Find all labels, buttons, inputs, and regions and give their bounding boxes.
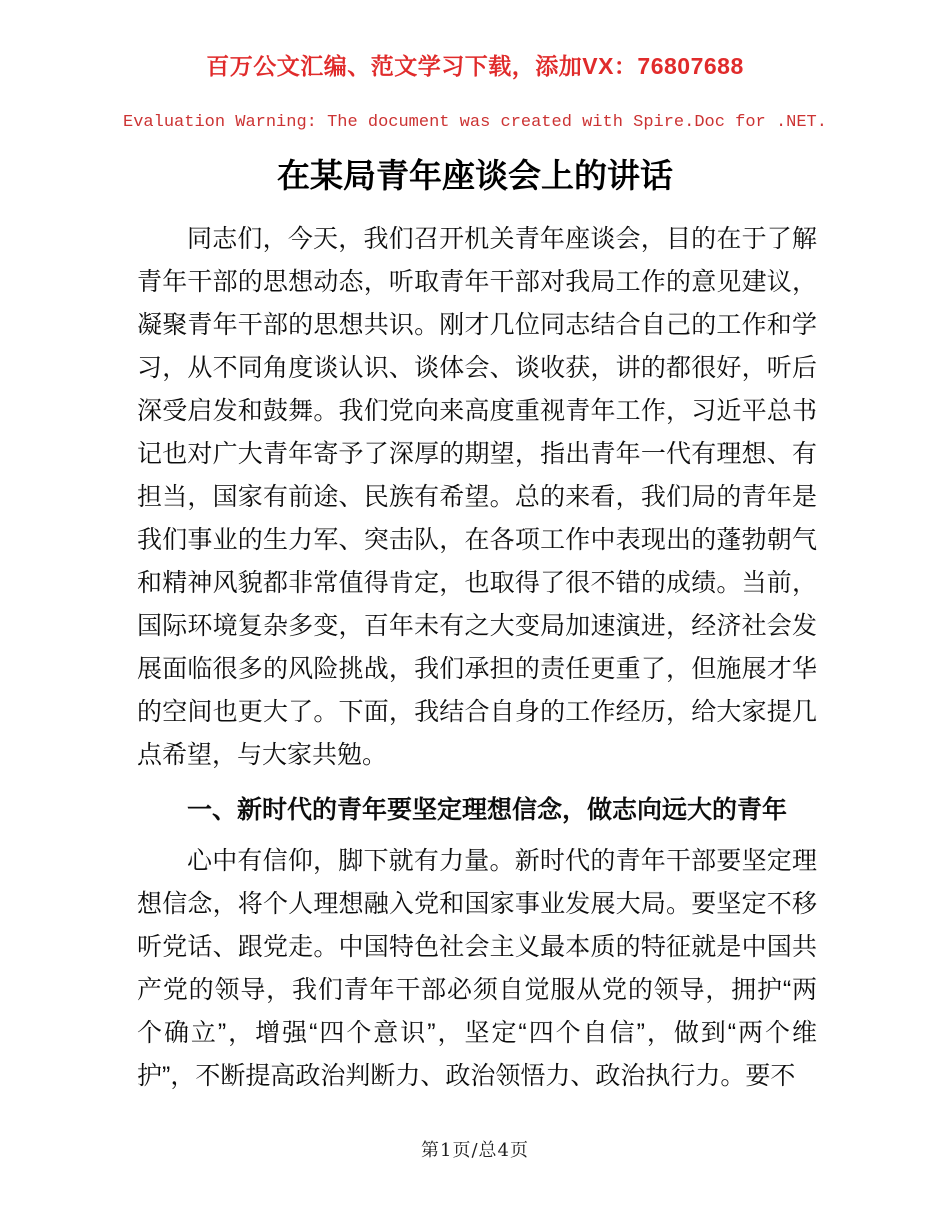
document-body <box>137 218 817 1098</box>
promo-banner: 百万公文汇编、范文学习下载，添加VX：76807688 <box>206 53 744 79</box>
evaluation-warning: Evaluation Warning: The document was created with Spire.Doc for .NET. <box>123 113 827 132</box>
paragraph-section-1: 心中有信仰，脚下就有力量。新时代的青年干部要坚定理想信念，将个人理想融入党和国家事业发展大局。要坚定不移听党话、跟党走。中国特色社会主义最本质的特征就是中国共产党的领导，我们青年干部必须自觉服从党的领导，拥护“两个确立”，增强“四个意识”，坚定“四个自信”，做到“两个维护”，不断提高政治判断力、政治领悟力、政治执行力。要不 <box>137 847 817 1091</box>
paragraph-intro: 同志们，今天，我们召开机关青年座谈会，目的在于了解青年干部的思想动态，听取青年干部对我局工作的意见建议，凝聚青年干部的思想共识。刚才几位同志结合自己的工作和学习，从不同角度谈认识、谈体会、谈收获，讲的都很好，听后深受启发和鼓舞。我们党向来高度重视青年工作，习近平总书记也对广大青年寄予了深厚的期望，指出青年一代有理想、有担当，国家有前途、民族有希望。总的来看，我们局的青年是我们事业的生力军、突击队，在各项工作中表现出的蓬勃朝气和精神风貌都非常值得肯定，也取得了很不错的成绩。当前，国际环境复杂多变，百年未有之大变局加速演进，经济社会发展面临很多的风险挑战，我们承担的责任更重了，但施展才华的空间也更大了。下面，我结合自身的工作经历，给大家提几点希望，与大家共勉。 <box>137 225 817 770</box>
document-title: 在某局青年座谈会上的讲话 <box>277 157 673 194</box>
page-number-indicator: 第1页/总4页 <box>421 1140 529 1161</box>
section-heading-1: 一、新时代的青年要坚定理想信念，做志向远大的青年 <box>187 796 788 825</box>
